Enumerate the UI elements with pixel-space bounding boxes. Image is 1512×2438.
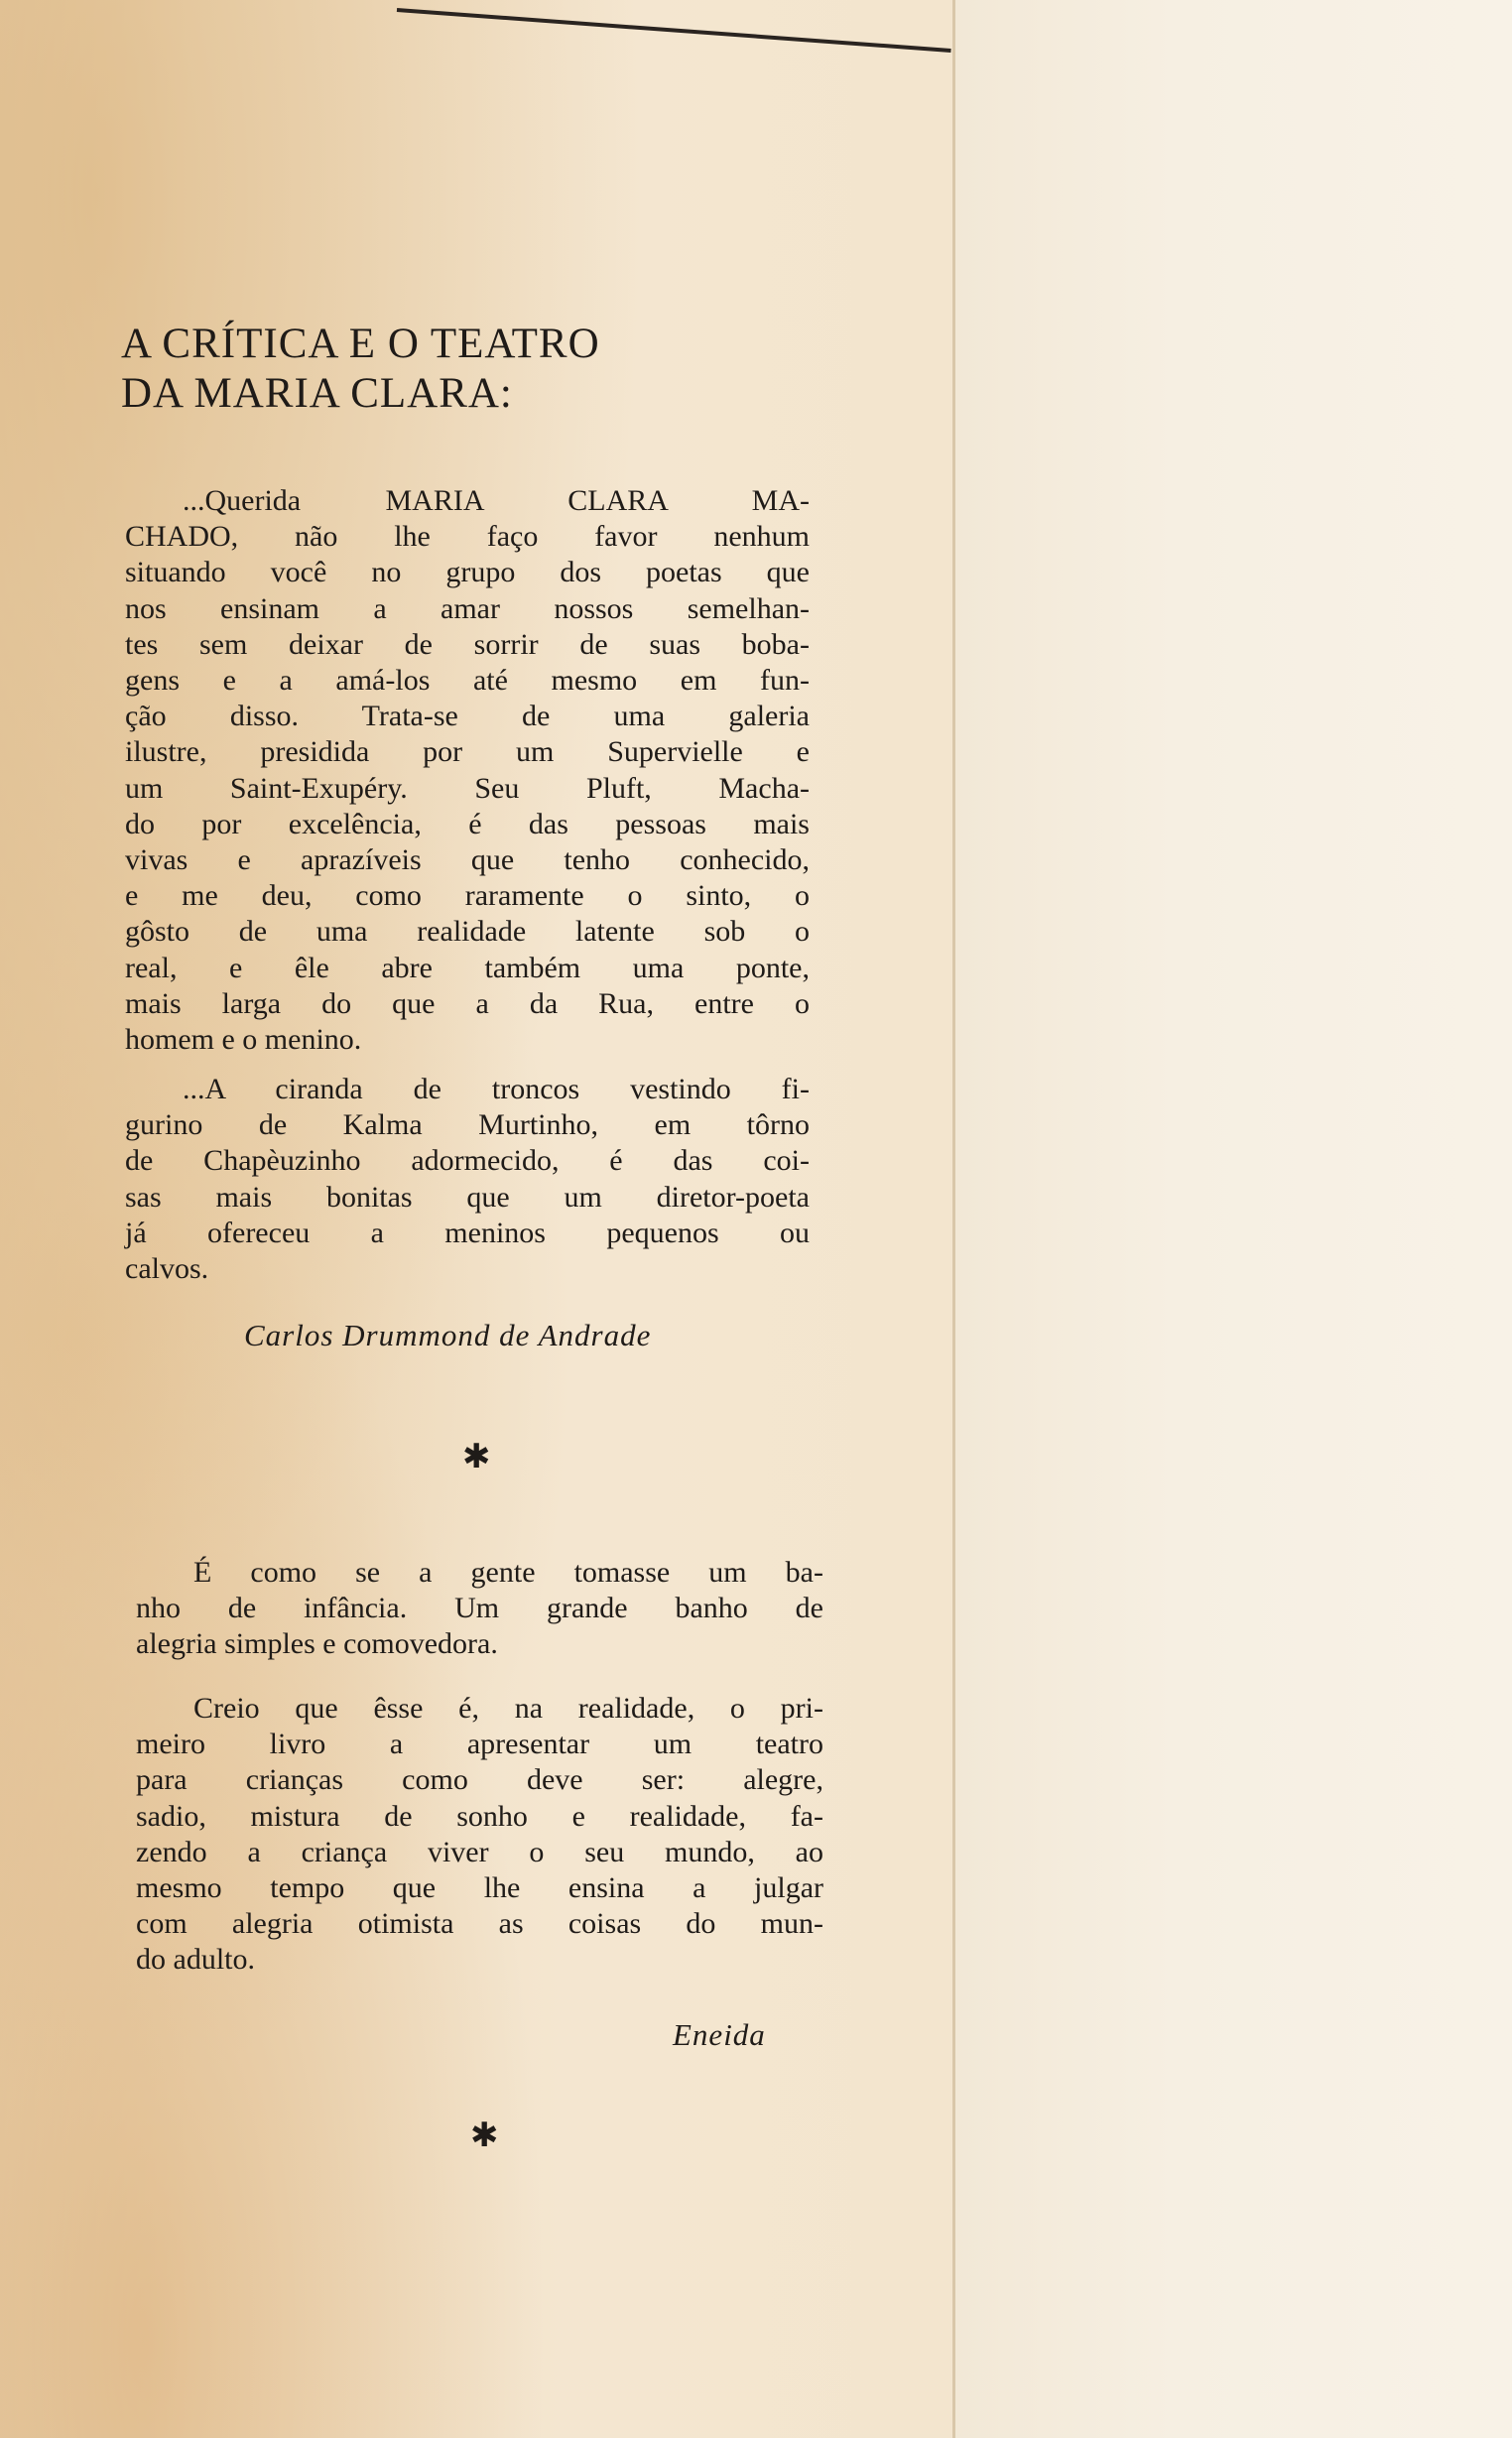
text-line: sadio, mistura de sonho e realidade, fa- [136, 1799, 823, 1833]
cover-flap [950, 0, 1512, 2438]
review-2-paragraph-2 [136, 1691, 823, 1979]
text-line: homem e o menino. [125, 1023, 362, 1057]
text-line: mesmo tempo que lhe ensina a julgar [136, 1871, 823, 1905]
text-line: ...A ciranda de troncos vestindo fi- [183, 1073, 810, 1105]
text-line: nho de infância. Um grande banho de [136, 1592, 823, 1625]
text-line: alegria simples e comovedora. [136, 1627, 498, 1661]
text-line: do adulto. [136, 1943, 255, 1977]
text-line: com alegria otimista as coisas do mun- [136, 1907, 823, 1941]
text-line: zendo a criança viver o seu mundo, ao [136, 1835, 823, 1868]
page-top-edge [397, 8, 951, 53]
asterisk-separator-icon: ✱ [462, 1437, 491, 1476]
text-line: para crianças como deve ser: alegre, [136, 1763, 823, 1797]
text-line: É como se a gente tomasse um ba- [193, 1556, 823, 1589]
heading-line-1: A CRÍTICA E O TEATRO [121, 321, 600, 367]
page-heading [121, 320, 756, 419]
asterisk-separator-icon: ✱ [470, 2116, 499, 2155]
heading-line-2: DA MARIA CLARA: [121, 370, 513, 417]
text-line: ção disso. Trata-se de uma galeria [125, 700, 810, 733]
text-line: sas mais bonitas que um diretor-poeta [125, 1180, 810, 1214]
text-line: meiro livro a apresentar um teatro [136, 1728, 823, 1761]
text-line: ...Querida MARIA CLARA MA- [183, 484, 810, 517]
text-line: CHADO, não lhe faço favor nenhum [125, 520, 810, 554]
text-line: do por excelência, é das pessoas mais [125, 807, 810, 840]
text-line: Creio que êsse é, na realidade, o pri- [193, 1692, 823, 1725]
text-line: gôsto de uma realidade latente sob o [125, 915, 810, 949]
text-line: mais larga do que a da Rua, entre o [125, 986, 810, 1020]
review-2-paragraph-1 [136, 1555, 823, 1663]
text-line: real, e êle abre também uma ponte, [125, 951, 810, 984]
text-line: nos ensinam a amar nossos semelhan- [125, 591, 810, 625]
review-1-paragraph-1 [125, 483, 810, 1058]
text-line: um Saint-Exupéry. Seu Pluft, Macha- [125, 771, 810, 805]
text-line: e me deu, como raramente o sinto, o [125, 879, 810, 913]
text-line: situando você no grupo dos poetas que [125, 556, 810, 589]
signature-eneida: Eneida [673, 2017, 766, 2052]
text-line: tes sem deixar de sorrir de suas boba- [125, 627, 810, 661]
text-line: calvos. [125, 1252, 209, 1286]
signature-drummond: Carlos Drummond de Andrade [244, 1318, 652, 1352]
text-line: já ofereceu a meninos pequenos ou [125, 1216, 810, 1249]
review-1-paragraph-2 [125, 1072, 810, 1287]
text-line: de Chapèuzinho adormecido, é das coi- [125, 1144, 810, 1178]
text-line: vivas e aprazíveis que tenho conhecido, [125, 843, 810, 877]
text-line: gens e a amá-los até mesmo em fun- [125, 664, 810, 698]
text-line: ilustre, presidida por um Supervielle e [125, 735, 810, 769]
text-line: gurino de Kalma Murtinho, em tôrno [125, 1108, 810, 1142]
